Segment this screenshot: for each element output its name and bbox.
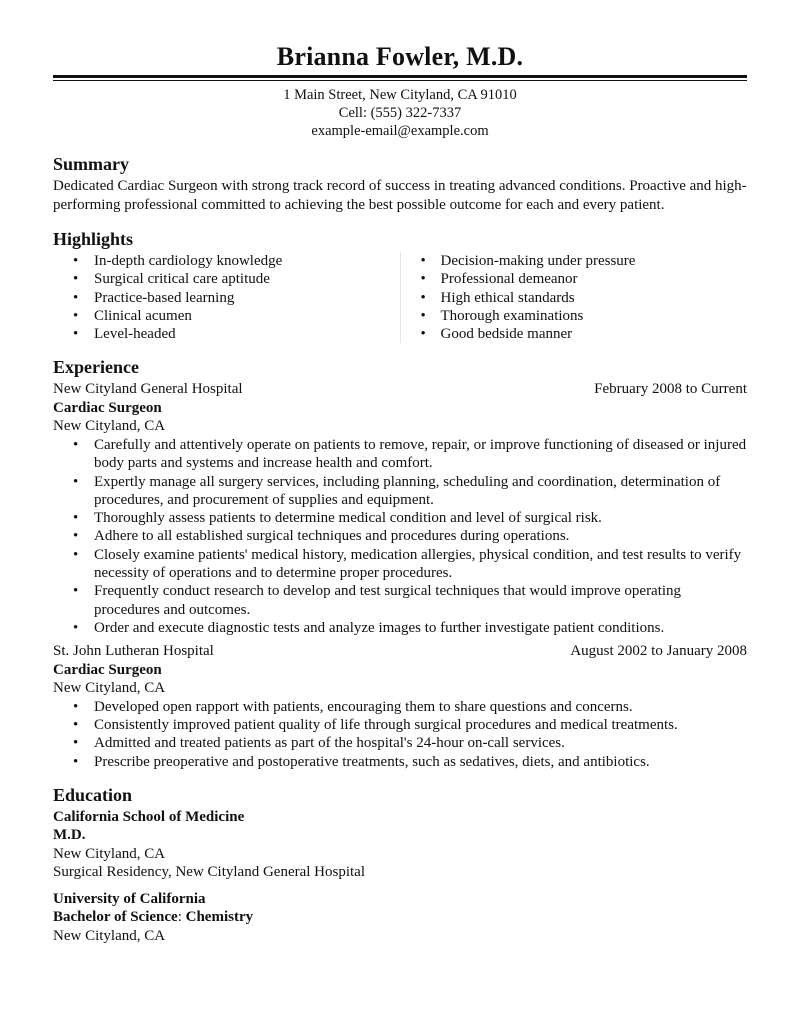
summary-title: Summary [53, 154, 129, 174]
job-bullet: • Developed open rapport with patients, encouraging them to share questions and concerns. [53, 698, 747, 716]
school-location: New Cityland, CA [53, 927, 166, 944]
degree-separator: : [177, 909, 186, 926]
summary-text: Dedicated Cardiac Surgeon with strong track record of success in treating advanced conditions. Proactive and high-performing professional committed to achieving the best possible outcome for each and every patient. [53, 178, 747, 213]
header-rule-thick [53, 75, 747, 78]
job-employer: New Cityland General Hospital [53, 381, 243, 398]
phone: Cell: (555) 322-7337 [338, 105, 462, 121]
highlight-item: • Decision-making under pressure [401, 252, 748, 270]
job-entry [53, 380, 747, 637]
job-bullet: • Carefully and attentively operate on patients to remove, repair, or improve functioning of diseased or injured body parts and systems and increase health and comfort. [53, 436, 747, 473]
job-dates: August 2002 to January 2008 [570, 643, 747, 660]
degree: M.D. [53, 827, 86, 844]
school-name: University of California [53, 890, 206, 907]
header-rule-thin [53, 80, 747, 81]
education-entry [53, 808, 747, 882]
contact-info [53, 86, 747, 140]
highlight-item: • Professional demeanor [401, 270, 748, 288]
job-bullet: • Order and execute diagnostic tests and analyze images to further investigate patient conditions. [53, 619, 747, 637]
education-title: Education [53, 784, 133, 805]
highlights-title: Highlights [53, 229, 134, 249]
job-title: Cardiac Surgeon [53, 661, 162, 678]
address: 1 Main Street, New Cityland, CA 91010 [283, 87, 517, 103]
job-bullet: • Frequently conduct research to develop and test surgical techniques that would improve operating procedures and outcomes. [53, 582, 747, 619]
job-header [53, 642, 747, 661]
summary-section [53, 153, 747, 215]
job-dates: February 2008 to Current [594, 381, 747, 398]
job-bullet: • Prescribe preoperative and postoperative treatments, such as sedatives, diets, and antibiotics. [53, 753, 747, 771]
degree-field: Chemistry [185, 909, 254, 926]
highlight-item: • High ethical standards [401, 289, 748, 307]
school-location: New Cityland, CA [53, 845, 166, 862]
job-location: New Cityland, CA [53, 418, 166, 435]
job-bullets [53, 698, 747, 771]
job-bullet: • Adhere to all established surgical techniques and procedures during operations. [53, 527, 747, 545]
highlights-right-column [400, 252, 748, 343]
experience-title: Experience [53, 357, 139, 378]
degree: Bachelor of Science [53, 909, 178, 926]
highlight-item: • Level-headed [53, 325, 400, 343]
job-employer: St. John Lutheran Hospital [53, 643, 214, 660]
job-bullet: • Thoroughly assess patients to determine medical condition and level of surgical risk. [53, 509, 747, 527]
education-list [53, 808, 747, 946]
job-title: Cardiac Surgeon [53, 399, 162, 416]
highlights-left-column [53, 252, 400, 343]
job-header [53, 380, 747, 399]
highlights-section [53, 228, 747, 343]
education-section [53, 784, 747, 946]
job-bullet: • Expertly manage all surgery services, including planning, scheduling and coordination, determination of procedures, and procurement of supplies and equipment. [53, 473, 747, 510]
candidate-name: Brianna Fowler, M.D. [276, 42, 524, 71]
job-bullet: • Closely examine patients' medical history, medication allergies, physical condition, and test results to verify necessity of operations and to determine proper procedures. [53, 546, 747, 583]
highlight-item: • Practice-based learning [53, 289, 400, 307]
highlight-item: • Good bedside manner [401, 325, 748, 343]
education-entry [53, 890, 747, 946]
experience-section [53, 356, 747, 770]
school-name: California School of Medicine [53, 808, 245, 825]
highlight-item: • Surgical critical care aptitude [53, 270, 400, 288]
email: example-email@example.com [311, 123, 489, 139]
degree-line [53, 908, 747, 927]
education-note: Surgical Residency, New Cityland General Hospital [53, 864, 366, 881]
job-bullet: • Admitted and treated patients as part of the hospital's 24-hour on-call services. [53, 734, 747, 752]
highlight-item: • In-depth cardiology knowledge [53, 252, 400, 270]
job-bullets [53, 436, 747, 637]
resume-header [53, 42, 747, 140]
job-entry [53, 642, 747, 771]
job-bullet: • Consistently improved patient quality of life through surgical procedures and medical treatments. [53, 716, 747, 734]
job-location: New Cityland, CA [53, 680, 166, 697]
highlight-item: • Thorough examinations [401, 307, 748, 325]
highlight-item: • Clinical acumen [53, 307, 400, 325]
highlights-columns [53, 252, 747, 343]
